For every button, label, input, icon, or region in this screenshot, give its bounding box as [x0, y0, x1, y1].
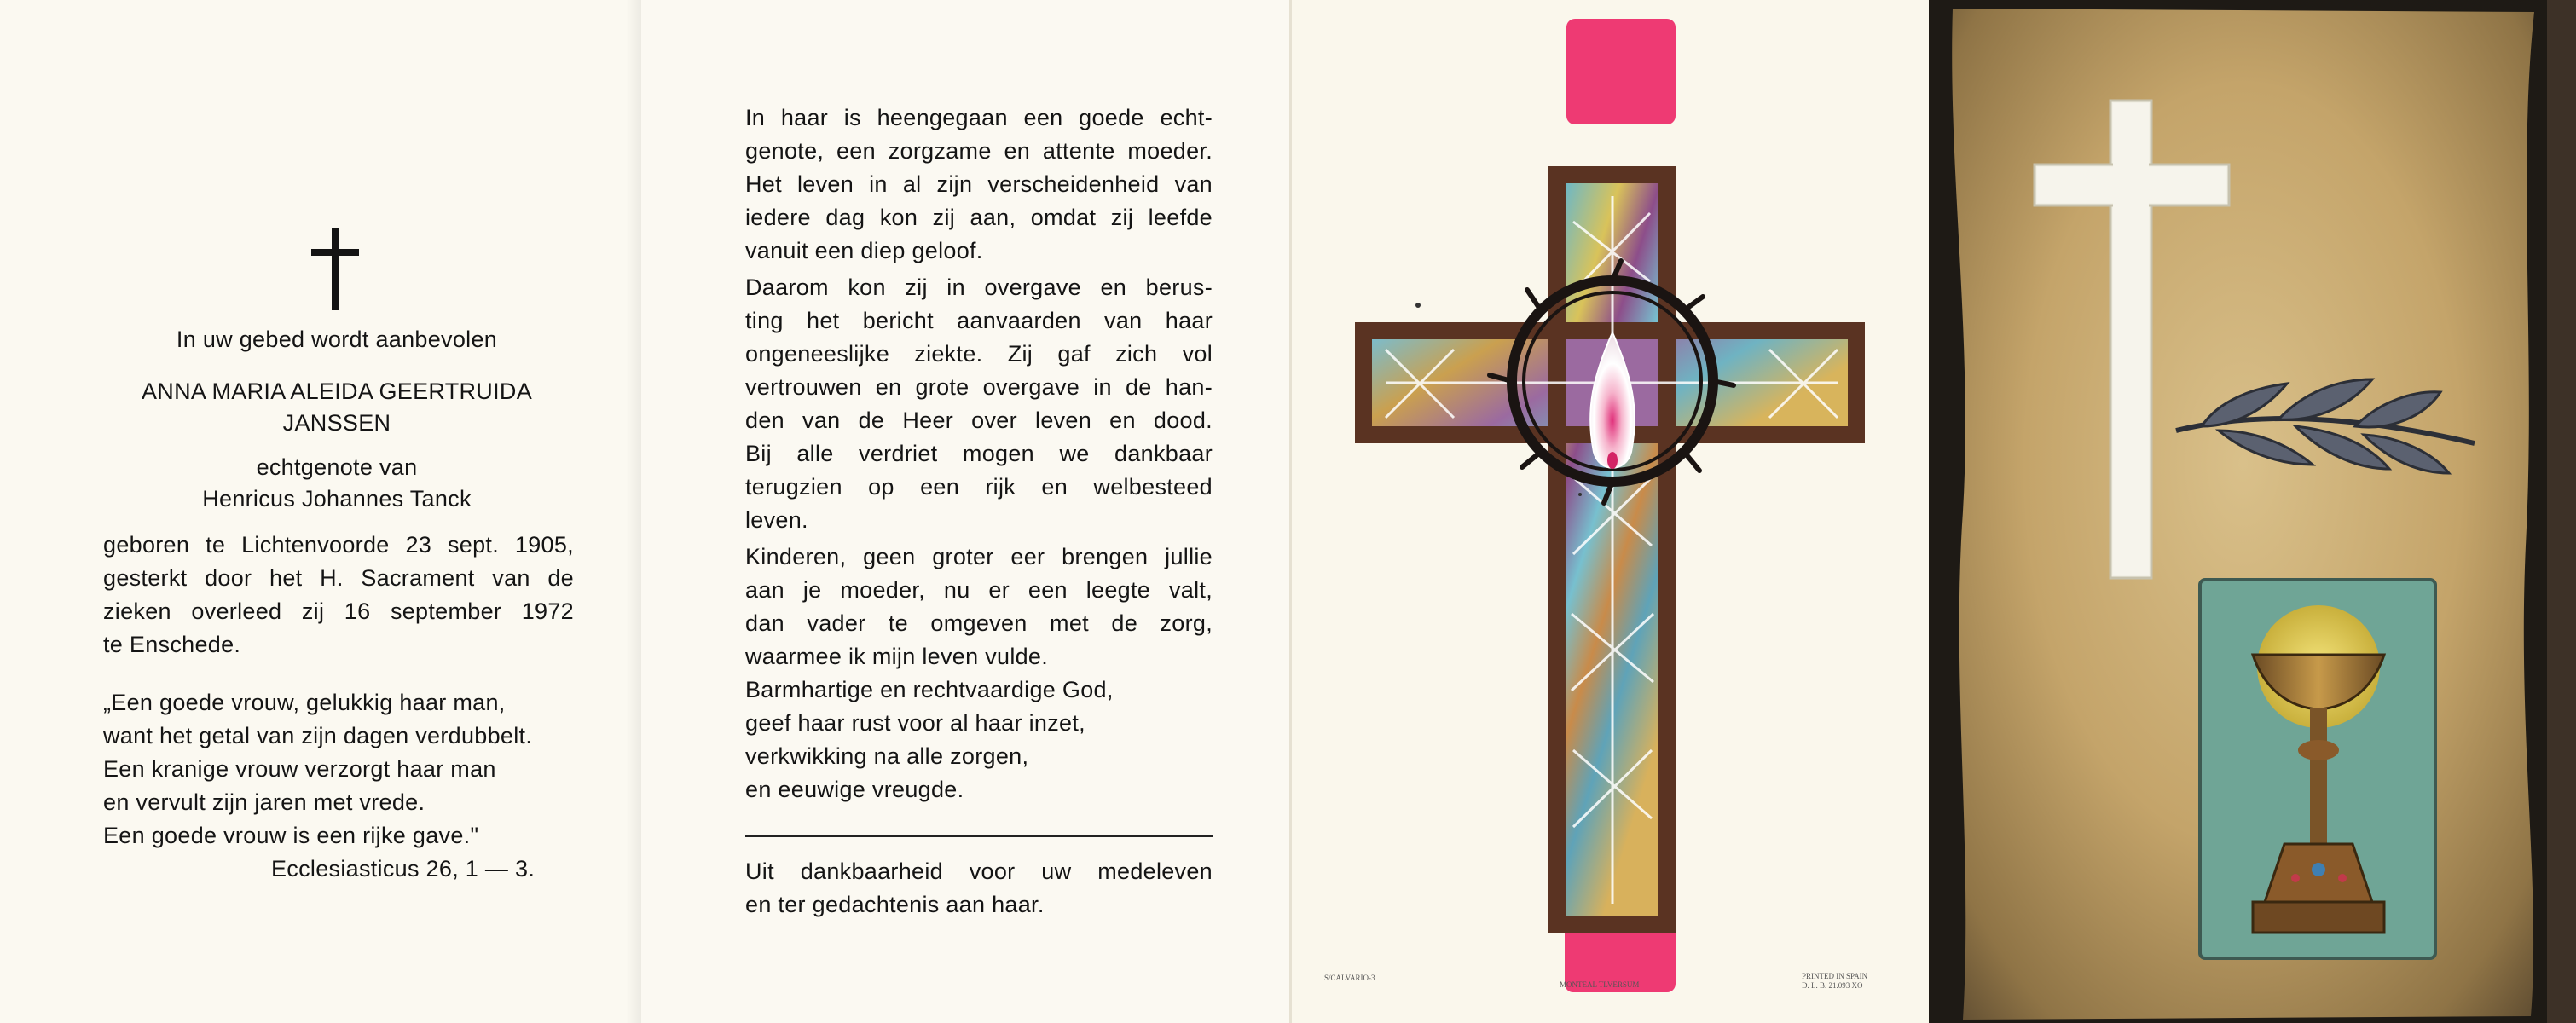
print-code-center: MONTEAL TLVERSUM [1560, 980, 1640, 989]
para2-line: Daarom kon zij in overgave en berus- [745, 275, 1213, 300]
quote-line: Een kranige vrouw verzorgt haar man [103, 756, 496, 782]
thanks-line: Uit dankbaarheid voor uw medeleven [745, 858, 1213, 884]
pink-tab-top [1566, 19, 1676, 124]
para1-line: In haar is heengegaan een goede echt- [745, 105, 1213, 130]
print-code-left: S/CALVARIO-3 [1324, 974, 1375, 982]
para2-line: Bij alle verdriet mogen we dankbaar [745, 441, 1213, 466]
para1-line: Het leven in al zijn verscheidenheid van [745, 171, 1213, 197]
quote-source: Ecclesiasticus 26, 1 — 3. [271, 856, 535, 881]
para4-line: verkwikking na alle zorgen, [745, 743, 1029, 769]
para1-line: vanuit een diep geloof. [745, 238, 983, 263]
para3-line: dan vader te omgeven met de zorg, [745, 610, 1213, 636]
cover-image-panel [1929, 0, 2576, 1023]
bio-line: geboren te Lichtenvoorde 23 sept. 1905, [103, 532, 574, 558]
spouse-label: echtgenote van [256, 454, 418, 480]
cover-painting-illustration [1929, 0, 2576, 1023]
chalice-icon [2200, 580, 2435, 958]
para3-line: Kinderen, geen groter eer brengen jullie [745, 544, 1213, 569]
bio-line: te Enschede. [103, 632, 241, 657]
para2-line: ongeneeslijke ziekte. Zij gaf zich vol [745, 341, 1213, 367]
deceased-name-line1: ANNA MARIA ALEIDA GEERTRUIDA [141, 379, 533, 404]
quote-line: „Een goede vrouw, gelukkig haar man, [103, 690, 506, 715]
quote-line: en vervult zijn jaren met vrede. [103, 789, 425, 815]
bio-line: zieken overleed zij 16 september 1972 [103, 598, 574, 624]
para1-line: genote, een zorgzame en attente moeder. [745, 138, 1213, 164]
quote-line: Een goede vrouw is een rijke gave." [103, 823, 479, 848]
legal-deposit: D. L. B. 21.093 XO [1802, 981, 1863, 990]
para3-line: waarmee ik mijn leven vulde. [745, 644, 1049, 669]
para2-line: leven. [745, 507, 808, 533]
para3-line: aan je moeder, nu er een leegte valt, [745, 577, 1213, 603]
recommend-line: In uw gebed wordt aanbevolen [176, 327, 498, 352]
cross-image-panel [1289, 0, 1929, 1023]
para2-line: den van de Heer over leven en dood. [745, 407, 1213, 433]
para2-line: ting het bericht aanvaarden van haar [745, 308, 1213, 333]
divider-line [745, 835, 1213, 837]
para4-line: Barmhartige en rechtvaardige God, [745, 677, 1114, 702]
bio-line: gesterkt door het H. Sacrament van de [103, 565, 574, 591]
para1-line: iedere dag kon zij aan, omdat zij leefde [745, 205, 1213, 230]
para4-line: geef haar rust voor al haar inzet, [745, 710, 1085, 736]
printed-in-spain: PRINTED IN SPAIN [1802, 972, 1868, 980]
left-text-panel [0, 0, 641, 1023]
stained-glass-cross-illustration [1292, 0, 1931, 1023]
thanks-line: en ter gedachtenis aan haar. [745, 892, 1045, 917]
para4-line: en eeuwige vreugde. [745, 777, 964, 802]
spouse-name: Henricus Johannes Tanck [202, 486, 472, 512]
middle-text-panel [641, 0, 1289, 1023]
quote-line: want het getal van zijn dagen verdubbelt. [103, 723, 533, 748]
deceased-name-line2: JANSSEN [282, 410, 391, 436]
para2-line: vertrouwen en grote overgave in de han- [745, 374, 1213, 400]
cross-icon [311, 228, 359, 310]
para2-line: terugzien op een rijk en welbesteed [745, 474, 1213, 500]
